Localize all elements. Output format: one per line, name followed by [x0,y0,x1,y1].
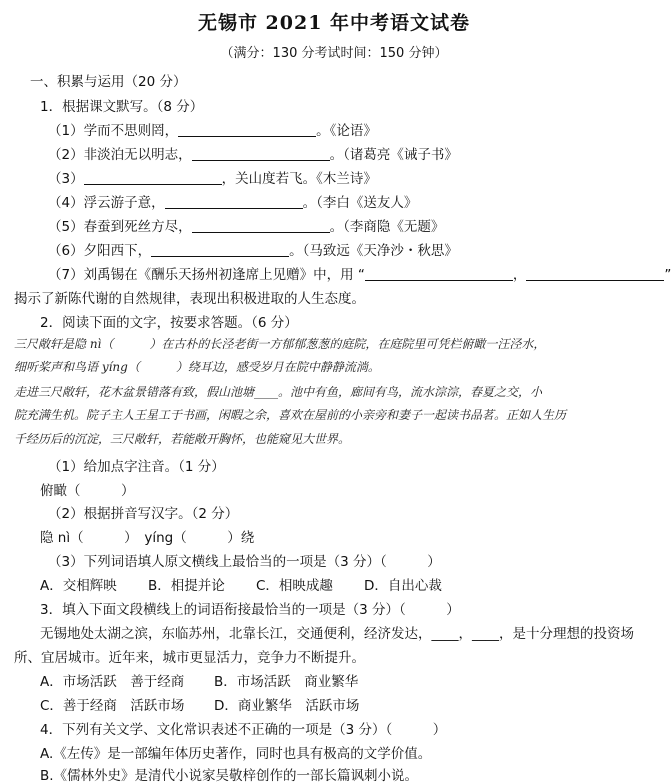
q3-option-b[interactable]: B．市场活跃 商业繁华 [214,674,359,690]
exam-subtitle: （满分：130 分考试时间：150 分钟） [220,46,448,61]
question-2-stem: 2．阅读下面的文字，按要求答题。（6 分） [40,315,298,331]
answer-blank[interactable] [84,170,222,185]
q4-option-a[interactable]: A.《左传》是一部编年体历史著作，同时也具有极高的文学价值。 [40,746,432,762]
passage-line: 院充满生机。院子主人王星工于书画，闲暇之余，喜欢在屋前的小亲旁和妻子一起读书品茗。正如人生历 [14,408,567,422]
q3-text-line-2: 所、宜居城市。近年来，城市更显活力，竞争力不断提升。 [14,650,365,666]
q1-item-5: （5）春蚕到死丝方尽， 。（李商隐《无题》 [48,219,445,235]
section-heading: 一、积累与运用（20 分） [30,74,187,90]
q2-sub-3-option-b[interactable]: B．相提并论 [148,578,225,594]
q1-item-3: （3） ，关山度若飞。《木兰诗》 [48,171,377,187]
question-1-stem: 1．根据课文默写。（8 分） [40,99,204,115]
q1-item-7-continuation: 揭示了新陈代谢的自然规律，表现出积极进取的人生态度。 [14,291,365,307]
q3-text-line-1: 无锡地处太湖之滨，东临苏州，北靠长江，交通便利，经济发达，____，____，是十分理想的投资场 [40,626,634,642]
q2-sub-3-option-d[interactable]: D．自出心裁 [364,578,442,594]
question-4-stem: 4．下列有关文学、文化常识表述不正确的一项是（3 分）（ ） [40,722,447,738]
q4-option-b[interactable]: B.《儒林外史》是清代小说家吴敬梓创作的一部长篇讽刺小说。 [40,768,419,784]
q2-sub-3-option-c[interactable]: C．相映成趣 [256,578,333,594]
question-3-stem: 3．填入下面文段横线上的词语衔接最恰当的一项是（3 分）（ ） [40,602,460,618]
q1-item-7: （7）刘禹锡在《酬乐天扬州初逢席上见赠》中，用 “ ， ” [48,267,671,283]
q2-sub-1-answer: 俯瞰（ ） [40,483,135,499]
passage-line: 走进三尺敞轩，花木盆景错落有致，假山池塘____。池中有鱼，廊间有鸟，流水淙淙，春夏之交，小 [14,385,543,399]
q3-option-a[interactable]: A．市场活跃 善于经商 [40,674,185,690]
answer-blank[interactable] [192,146,330,161]
q2-sub-1: （1）给加点字注音。（1 分） [48,459,225,475]
q2-sub-2: （2）根据拼音写汉字。（2 分） [48,506,239,522]
passage-line: 三尺敞轩是隐 nì（ ）在古朴的长泾老街一方郁郁葱葱的庭院，在庭院里可凭栏俯瞰一汪泾水， [14,337,546,351]
q2-sub-2-answer: 隐 nì（ ） yíng（ ）绕 [40,530,255,546]
q3-option-d[interactable]: D．商业繁华 活跃市场 [214,698,360,714]
answer-blank[interactable] [165,194,303,209]
answer-blank[interactable] [151,242,289,257]
q1-item-4: （4）浮云游子意， 。（李白《送友人》 [48,195,418,211]
passage-line: 千经历后的沉淀，三尺敞轩，若能敞开胸怀，也能窥见大世界。 [14,432,351,446]
q1-item-2: （2）非淡泊无以明志， 。（诸葛亮《诫子书》 [48,147,458,163]
exam-title: 无锡市 2021 年中考语文试卷 [197,12,471,34]
passage-line: 细听桨声和鸟语 yíng（ ）绕耳边，感受岁月在院中静静流淌。 [14,360,380,374]
answer-blank[interactable] [178,122,316,137]
answer-blank[interactable] [365,266,513,281]
answer-blank[interactable] [192,218,330,233]
answer-blank[interactable] [526,266,664,281]
q2-sub-3-option-a[interactable]: A．交相辉映 [40,578,117,594]
q3-option-c[interactable]: C．善于经商 活跃市场 [40,698,185,714]
q2-sub-3: （3）下列词语填人原文横线上最恰当的一项是（3 分）（ ） [48,554,441,570]
q1-item-6: （6）夕阳西下， 。（马致远《天净沙・秋思》 [48,243,458,259]
q1-item-1: （1）学而不思则罔， 。《论语》 [48,123,377,139]
